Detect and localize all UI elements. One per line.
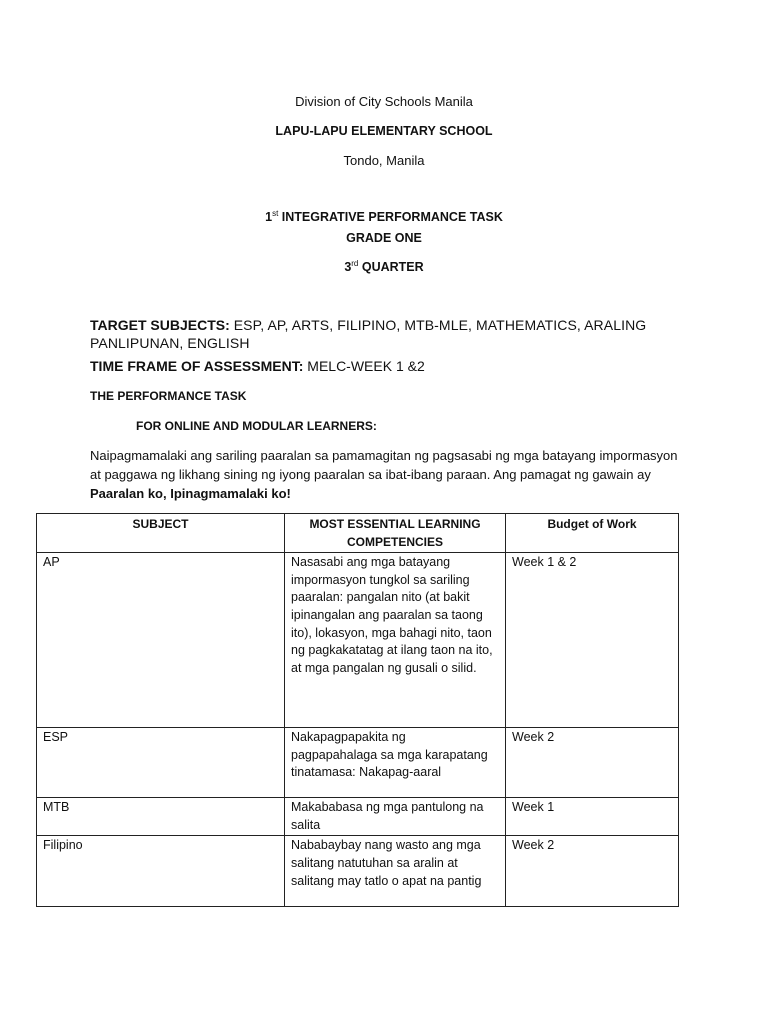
task-title-bold: Paaralan ko, Ipinagmamalaki ko!	[90, 486, 291, 501]
competency-cell: Nasasabi ang mga batayang impormasyon tungkol sa sariling paaralan: pangalan nito (at bakit ipinangalan ang paaralan sa taong ito), lokasyon, mga bahagi nito, taon ng pagkakatatag at ilang taon na ito, at mga pangalan ng gusali o silid.	[285, 553, 506, 728]
table-row	[37, 836, 679, 907]
week-cell: Week 1 & 2	[506, 553, 679, 728]
competency-cell: Nakapagpapakita ng pagpapahalaga sa mga karapatang tinatamasa: Nakapag-aaral	[285, 728, 506, 798]
week-cell: Week 1	[506, 798, 679, 836]
table-row	[37, 553, 679, 728]
division-name: Division of City Schools Manila	[295, 94, 473, 109]
table-header-row	[37, 514, 679, 553]
target-subjects	[90, 316, 690, 352]
subject-cell: Filipino	[37, 836, 285, 907]
time-frame-label: TIME FRAME OF ASSESSMENT:	[90, 358, 304, 374]
quarter-heading	[0, 260, 768, 274]
header-competencies: MOST ESSENTIAL LEARNING COMPETENCIES	[285, 514, 506, 553]
school-location: Tondo, Manila	[343, 153, 425, 168]
task-title-text: INTEGRATIVE PERFORMANCE TASK	[278, 210, 503, 224]
competency-cell: Nababaybay nang wasto ang mga salitang natutuhan sa aralin at salitang may tatlo o apat na pantig	[285, 836, 506, 907]
time-frame	[90, 357, 690, 375]
competency-cell: Makababasa ng mga pantulong na salita	[285, 798, 506, 836]
quarter-word: QUARTER	[358, 260, 424, 274]
quarter-number: 3	[344, 260, 352, 274]
table-row	[37, 728, 679, 798]
target-subjects-value: ESP, AP, ARTS, FILIPINO, MTB-MLE, MATHEMATICS, ARALING PANLIPUNAN, ENGLISH	[90, 317, 647, 351]
quarter-suffix: rd	[351, 258, 359, 268]
performance-task-heading: THE PERFORMANCE TASK	[90, 389, 247, 403]
learners-heading: FOR ONLINE AND MODULAR LEARNERS:	[136, 419, 377, 433]
school-name: LAPU-LAPU ELEMENTARY SCHOOL	[275, 124, 493, 138]
subject-cell: AP	[37, 553, 285, 728]
week-cell: Week 2	[506, 728, 679, 798]
subject-cell: ESP	[37, 728, 285, 798]
target-subjects-label: TARGET SUBJECTS:	[90, 317, 230, 333]
table-row	[37, 798, 679, 836]
header-budget: Budget of Work	[506, 514, 679, 553]
task-description	[90, 446, 690, 503]
competency-table	[36, 513, 679, 907]
grade-level: GRADE ONE	[346, 231, 422, 245]
task-ordinal-suffix: st	[272, 208, 279, 218]
task-description-text: Naipagmamalaki ang sariling paaralan sa pamamagitan ng pagsasabi ng mga batayang impormasyon at paggawa ng likhang sining ng iyong paaralan sa ibat-ibang paraan. Ang pamagat ng gawain ay	[90, 448, 678, 482]
subject-cell: MTB	[37, 798, 285, 836]
task-ordinal-number: 1	[265, 210, 273, 224]
week-cell: Week 2	[506, 836, 679, 907]
time-frame-value: MELC-WEEK 1 &2	[303, 358, 425, 374]
header-subject: SUBJECT	[37, 514, 285, 553]
task-title	[0, 210, 768, 224]
